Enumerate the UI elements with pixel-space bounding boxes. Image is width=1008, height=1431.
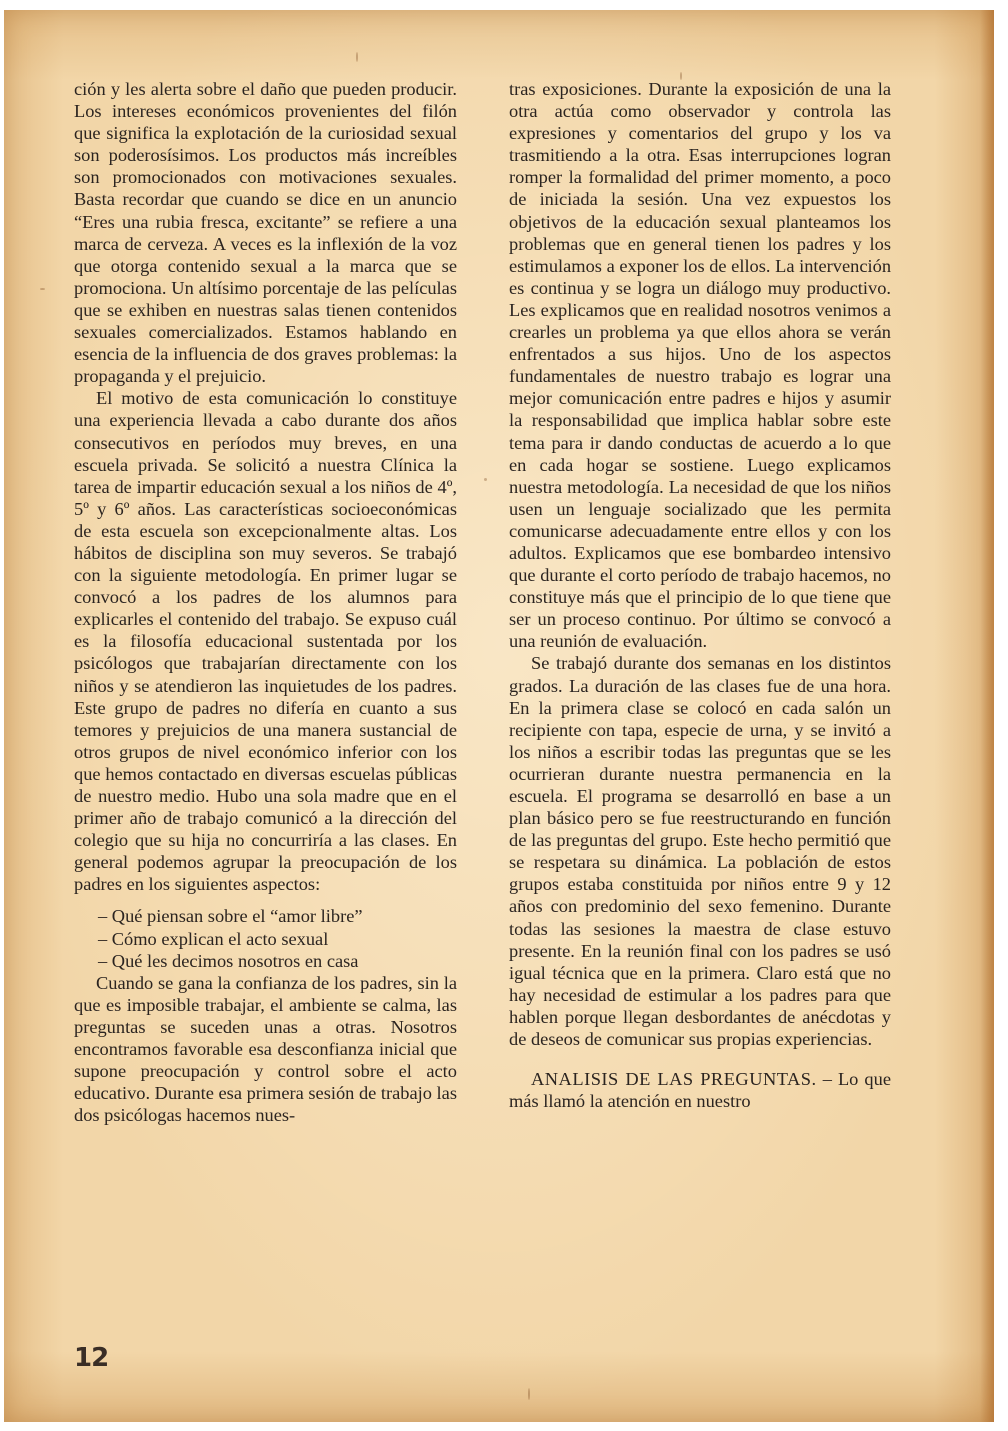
body-paragraph: Se trabajó durante dos semanas en los distintos grados. La duración de las clases fue de una hora. En la primera clase se colocó en cada salón un recipiente con tapa, especie de urna, y se invitó a los niños a escribir todas las preguntas que se les ocurrieran durante nuestra permanencia en la escuela. El programa se desarrolló en base a un plan básico pero se fue reestructurando en función de las preguntas del grupo. Este hecho permitió que se respetara su dinámica. La población de estos grupos estaba constituida por niños entre 9 y 12 años con predominio del sexo femenino. Durante todas las sesiones la maestra de clase estuvo presente. En la reunión final con los padres se usó igual técnica que en la primera. Claro está que no hay necesidad de estimular a los padres para que hablen porque llegan desbordantes de anécdotas y de deseos de comunicar sus propias experiencias. <box>509 653 891 1050</box>
body-paragraph: ción y les alerta sobre el daño que pueden producir. Los intereses económicos provenientes del filón que significa la explotación de la curiosidad sexual son poderosísimos. Los productos más increíbles son promocionados con motivaciones sexuales. Basta recordar que cuando se dice en un anuncio “Eres una rubia fresca, excitante” se refiere a una marca de cerveza. A veces es la inflexión de la voz que otorga contenido sexual a la marca que se promociona. Un altísimo porcentaje de las películas que se exhiben en nuestras salas tienen contenidos sexuales comercializados. Estamos hablando en esencia de la influencia de dos graves problemas: la propaganda y el prejuicio. <box>74 79 457 387</box>
paper-speck <box>40 288 45 290</box>
section-heading: ANALISIS DE LAS PREGUNTAS. <box>531 1069 817 1090</box>
right-text-column <box>509 78 891 1112</box>
list-item: – Qué piensan sobre el “amor libre” <box>98 906 363 927</box>
section-paragraph <box>509 1068 891 1112</box>
parent-concerns-list <box>74 905 457 971</box>
page-number: 12 <box>74 1343 109 1373</box>
magazine-page <box>4 10 994 1422</box>
body-paragraph: El motivo de esta comunicación lo constituye una experiencia llevada a cabo durante dos años consecutivos en períodos muy breves, en una escuela privada. Se solicitó a nuestra Clínica la tarea de impartir educación sexual a los niños de 4º, 5º y 6º años. Las características socioeconómicas de esta escuela son excepcionalmente altas. Los hábitos de disciplina son muy severos. Se trabajó con la siguiente metodología. En primer lugar se convocó a los padres de los alumnos para explicarles el contenido del trabajo. Se expuso cuál es la filosofía educacional sustentada por los psicólogos que trabajarían directamente con los niños y se atendieron las inquietudes de los padres. Este grupo de padres no difería en cuanto a sus temores y prejuicios de una manera sustancial de otros grupos de nivel económico inferior con los que hemos contactado en diversas escuelas públicas de nuestro medio. Hubo una sola madre que en el primer año de trabajo comunicó a la dirección del colegio que su hija no concurriría a las clases. En general podemos agrupar la preocupación de los padres en los siguientes aspectos: <box>74 388 457 895</box>
paper-speck <box>484 478 487 481</box>
paper-speck <box>528 1388 530 1400</box>
paper-speck <box>356 52 358 62</box>
body-paragraph: Cuando se gana la confianza de los padres, sin la que es imposible trabajar, el ambiente se calma, las preguntas se suceden unas a otras. Nosotros encontramos favorable esa desconfianza inicial que supone preocupación y control sobre el acto educativo. Durante esa primera sesión de trabajo las dos psicólogas hacemos nues- <box>74 972 457 1126</box>
page-edge-shadow <box>980 10 994 1422</box>
section-text: – Lo que más llamó la atención en nuestro <box>509 1069 891 1112</box>
list-item: – Cómo explican el acto sexual <box>98 928 329 949</box>
list-item: – Qué les decimos nosotros en casa <box>98 950 359 971</box>
left-text-column <box>74 78 457 1126</box>
body-paragraph: tras exposiciones. Durante la exposición de una la otra actúa como observador y controla las expresiones y comentarios del grupo y los va trasmitiendo a la otra. Esas interrupciones logran romper la formalidad del primer momento, a poco de iniciada la sesión. Una vez expuestos los objetivos de la educación sexual planteamos los problemas que en general tienen los padres y los estimulamos a exponer los de ellos. La intervención es continua y se logra un diálogo muy productivo. Les explicamos que en realidad nosotros venimos a crearles un problema ya que ellos ahora se verán enfrentados a sus hijos. Uno de los aspectos fundamentales de nuestro trabajo es lograr una mejor comunicación entre padres e hijos y asumir la responsabilidad que implica hablar sobre este tema para ir dando conductas de acuerdo a lo que en cada hogar se sostiene. Luego explicamos nuestra metodología. La necesidad de que los niños usen un lenguaje socializado que les permita comunicarse adecuadamente entre ellos y con los adultos. Explicamos que ese bombardeo intensivo que durante el corto período de trabajo hacemos, no constituye más que el principio de lo que tiene que ser un proceso continuo. Por último se convocó a una reunión de evaluación. <box>509 79 892 652</box>
